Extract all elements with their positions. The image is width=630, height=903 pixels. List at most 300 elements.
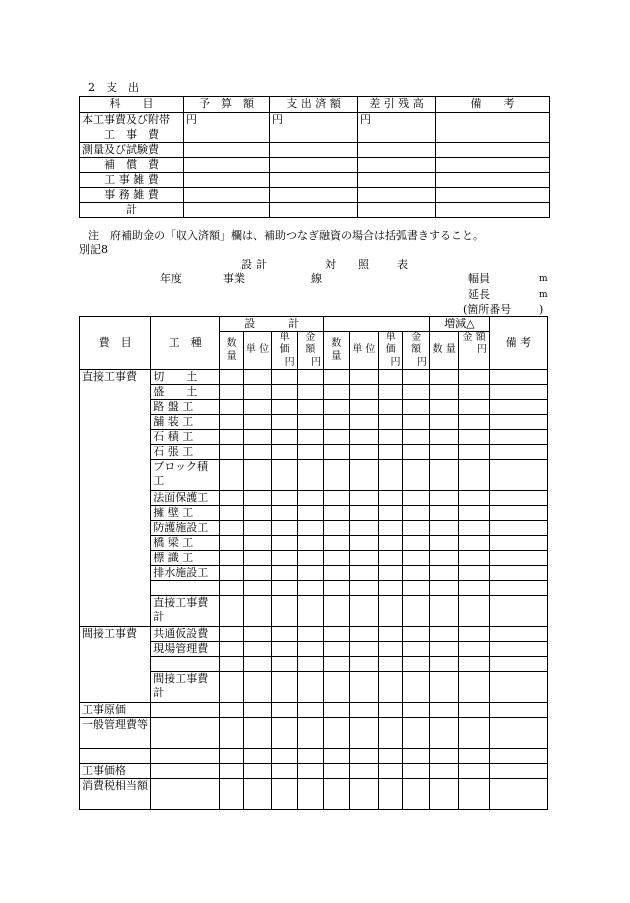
row-label: 事 務 雑 費: [80, 188, 184, 203]
value-cell: [459, 642, 490, 657]
title-char-4: 照: [358, 258, 369, 271]
value-cell: [489, 779, 547, 810]
cost-item-cell: [80, 415, 151, 430]
value-cell: [324, 460, 349, 491]
value-cell: [403, 642, 429, 657]
width-label: 幅員: [468, 272, 490, 285]
value-cell: [220, 385, 243, 400]
cost-item-cell: [80, 536, 151, 551]
header-subject: 科 目: [80, 97, 184, 113]
value-cell: [489, 551, 547, 566]
value-cell: [379, 445, 403, 460]
value-cell: [272, 749, 297, 764]
value-cell: [297, 749, 323, 764]
value-cell: [243, 672, 271, 703]
value-cell: [243, 370, 271, 385]
value-cell: [429, 551, 459, 566]
value-cell: [429, 521, 459, 536]
header-remarks: 備 考: [436, 97, 550, 113]
remarks-cell: [436, 173, 550, 188]
title-char-2: 計: [256, 258, 267, 271]
value-cell: [220, 521, 243, 536]
value-cell: [243, 657, 271, 672]
value-cell: [459, 460, 490, 491]
value-cell: [459, 430, 490, 445]
cost-item-cell: 間接工事費: [80, 627, 151, 642]
value-cell: [379, 581, 403, 596]
value-cell: [243, 596, 271, 627]
value-cell: [243, 491, 271, 506]
value-cell: [459, 536, 490, 551]
value-cell: [297, 779, 323, 810]
work-type-cell: 共通仮設費: [151, 627, 220, 642]
value-cell: [429, 491, 459, 506]
value-cell: [349, 551, 379, 566]
value-cell: [272, 385, 297, 400]
value-cell: [459, 596, 490, 627]
remarks-cell: [436, 113, 550, 128]
value-cell: [220, 672, 243, 703]
value-cell: [489, 627, 547, 642]
value-cell: [324, 764, 349, 779]
value-cell: [272, 506, 297, 521]
table-row: [80, 370, 548, 385]
value-cell: [379, 596, 403, 627]
value-cell: [489, 385, 547, 400]
value-cell: [272, 779, 297, 810]
value-cell: [243, 445, 271, 460]
value-cell: [220, 370, 243, 385]
work-type-cell: 排水施設工: [151, 566, 220, 581]
value-cell: [489, 718, 547, 749]
header-amount: [297, 331, 323, 370]
value-cell: [243, 415, 271, 430]
header-budget: 予 算 額: [184, 97, 270, 113]
yen-label: 円: [311, 356, 322, 368]
table-row: [80, 551, 548, 566]
header-work-type: 工 種: [151, 317, 220, 370]
value-cell: [272, 581, 297, 596]
spent-cell: [270, 188, 358, 203]
cost-item-cell: 直接工事費: [80, 370, 151, 385]
work-type-cell: [151, 779, 220, 810]
value-cell: [297, 521, 323, 536]
value-cell: [429, 596, 459, 627]
value-cell: [220, 460, 243, 491]
value-cell: [297, 627, 323, 642]
value-cell: [349, 385, 379, 400]
location-label: (箇所番号: [463, 303, 512, 316]
value-cell: [324, 521, 349, 536]
value-cell: [297, 506, 323, 521]
value-cell: [379, 385, 403, 400]
value-cell: [220, 491, 243, 506]
cost-item-cell: [80, 672, 151, 703]
work-type-cell: 標 識 工: [151, 551, 220, 566]
table-row: [80, 536, 548, 551]
value-cell: [379, 749, 403, 764]
value-cell: [272, 551, 297, 566]
value-cell: [459, 551, 490, 566]
value-cell: [403, 491, 429, 506]
value-cell: [489, 460, 547, 491]
table-row: [80, 385, 548, 400]
spent-cell: [270, 143, 358, 158]
header-qty: 数 量: [220, 331, 243, 370]
value-cell: [272, 430, 297, 445]
value-cell: [324, 445, 349, 460]
header-design-group: 設 計: [220, 317, 324, 332]
cost-item-cell: [80, 445, 151, 460]
value-cell: [379, 370, 403, 385]
value-cell: [459, 657, 490, 672]
value-cell: [403, 672, 429, 703]
work-type-cell: [151, 749, 220, 764]
budget-cell: [184, 203, 270, 218]
table-row: [80, 415, 548, 430]
comparison-header-row-1: [80, 317, 548, 332]
value-cell: [429, 642, 459, 657]
value-cell: [324, 627, 349, 642]
value-cell: [243, 400, 271, 415]
value-cell: [489, 703, 547, 718]
work-type-cell: 舗 装 工: [151, 415, 220, 430]
value-cell: [324, 370, 349, 385]
value-cell: [489, 400, 547, 415]
value-cell: [243, 506, 271, 521]
cost-item-cell: [80, 566, 151, 581]
header-unit-price: [272, 331, 297, 370]
cost-item-cell: [80, 521, 151, 536]
value-cell: [459, 749, 490, 764]
value-cell: [379, 460, 403, 491]
table-row: [80, 173, 550, 188]
value-cell: [243, 521, 271, 536]
value-cell: [489, 445, 547, 460]
value-cell: [489, 521, 547, 536]
value-cell: [272, 460, 297, 491]
work-type-cell: 切 土: [151, 370, 220, 385]
table-row: [80, 158, 550, 173]
value-cell: [272, 672, 297, 703]
spent-cell: [270, 158, 358, 173]
value-cell: [403, 551, 429, 566]
value-cell: [220, 430, 243, 445]
total-label: 計: [80, 203, 184, 218]
value-cell: [459, 415, 490, 430]
value-cell: [349, 445, 379, 460]
value-cell: [272, 536, 297, 551]
value-cell: [220, 551, 243, 566]
value-cell: [459, 370, 490, 385]
value-cell: [489, 596, 547, 627]
header-unit-price-2: [379, 331, 403, 370]
budget-cell: 円: [184, 113, 270, 128]
line-label: 線: [311, 272, 322, 285]
value-cell: [489, 370, 547, 385]
amount-label: 金 額: [305, 331, 316, 356]
value-cell: [243, 536, 271, 551]
value-cell: [459, 400, 490, 415]
value-cell: [489, 536, 547, 551]
value-cell: [379, 506, 403, 521]
value-cell: [379, 536, 403, 551]
value-cell: [324, 385, 349, 400]
header-spent: 支 出 済 額: [270, 97, 358, 113]
value-cell: [403, 749, 429, 764]
value-cell: [349, 657, 379, 672]
note-text: 注 府補助金の「収入済額」欄は、補助つなぎ融資の場合は括弧書きすること。: [88, 229, 484, 242]
value-cell: [403, 581, 429, 596]
comparison-table: [79, 316, 548, 810]
table-row: [80, 400, 548, 415]
value-cell: [429, 657, 459, 672]
cost-item-cell: [80, 430, 151, 445]
work-type-cell: 橋 梁 工: [151, 536, 220, 551]
cost-item-cell: [80, 642, 151, 657]
value-cell: [272, 718, 297, 749]
value-cell: [220, 506, 243, 521]
value-cell: [379, 779, 403, 810]
value-cell: [379, 551, 403, 566]
value-cell: [243, 460, 271, 491]
value-cell: [243, 749, 271, 764]
table-row: [80, 749, 548, 764]
value-cell: [297, 460, 323, 491]
value-cell: [220, 718, 243, 749]
value-cell: [403, 506, 429, 521]
value-cell: [429, 400, 459, 415]
value-cell: [243, 430, 271, 445]
value-cell: [272, 764, 297, 779]
budget-cell: [184, 158, 270, 173]
value-cell: [379, 642, 403, 657]
value-cell: [403, 521, 429, 536]
balance-cell: [358, 143, 436, 158]
value-cell: [243, 703, 271, 718]
value-cell: [403, 627, 429, 642]
balance-cell: [358, 158, 436, 173]
value-cell: [297, 370, 323, 385]
budget-cell: [184, 128, 270, 143]
value-cell: [220, 400, 243, 415]
value-cell: [220, 657, 243, 672]
work-type-cell: [151, 657, 220, 672]
expenditure-header-row: [80, 97, 550, 113]
work-type-cell: [151, 718, 220, 749]
value-cell: [272, 370, 297, 385]
value-cell: [429, 627, 459, 642]
work-type-cell: 路 盤 工: [151, 400, 220, 415]
header-balance: 差 引 残 高: [358, 97, 436, 113]
value-cell: [272, 566, 297, 581]
value-cell: [349, 749, 379, 764]
value-cell: [324, 536, 349, 551]
cost-item-cell: [80, 596, 151, 627]
table-row: [80, 113, 550, 128]
unit-price-label: 単 価: [385, 331, 396, 356]
value-cell: [272, 415, 297, 430]
row-label: 測量及び試験費: [80, 143, 184, 158]
value-cell: [459, 491, 490, 506]
table-row: [80, 581, 548, 596]
value-cell: [349, 642, 379, 657]
value-cell: [403, 596, 429, 627]
value-cell: [297, 657, 323, 672]
value-cell: [403, 430, 429, 445]
value-cell: [403, 764, 429, 779]
value-cell: [429, 703, 459, 718]
table-row: [80, 703, 548, 718]
value-cell: [429, 460, 459, 491]
table-row: [80, 566, 548, 581]
work-type-cell: 防護施設工: [151, 521, 220, 536]
spent-cell: [270, 128, 358, 143]
budget-cell: [184, 173, 270, 188]
value-cell: [297, 445, 323, 460]
value-cell: [324, 718, 349, 749]
title-char-5: 表: [397, 258, 408, 271]
value-cell: [297, 764, 323, 779]
header-qty-2: 数 量: [324, 331, 349, 370]
header-cost-item: 費 目: [80, 317, 151, 370]
value-cell: [220, 703, 243, 718]
value-cell: [403, 445, 429, 460]
value-cell: [297, 596, 323, 627]
value-cell: [459, 672, 490, 703]
value-cell: [324, 491, 349, 506]
value-cell: [429, 370, 459, 385]
value-cell: [429, 506, 459, 521]
table-row: [80, 764, 548, 779]
remarks-cell: [436, 188, 550, 203]
value-cell: [220, 779, 243, 810]
row-label: 補 償 費: [80, 158, 184, 173]
width-unit: m: [539, 274, 548, 284]
value-cell: [324, 581, 349, 596]
value-cell: [324, 506, 349, 521]
value-cell: [324, 779, 349, 810]
cost-item-cell: [80, 749, 151, 764]
value-cell: [379, 627, 403, 642]
value-cell: [379, 657, 403, 672]
cost-item-cell: [80, 400, 151, 415]
value-cell: [297, 566, 323, 581]
value-cell: [220, 596, 243, 627]
table-row: [80, 627, 548, 642]
table-row: [80, 779, 548, 810]
table-row: [80, 445, 548, 460]
table-row: [80, 506, 548, 521]
value-cell: [324, 551, 349, 566]
value-cell: [429, 415, 459, 430]
comparison-body: [80, 370, 548, 810]
balance-cell: 円: [358, 113, 436, 128]
value-cell: [459, 581, 490, 596]
remarks-cell: [436, 158, 550, 173]
work-type-cell: 直接工事費計: [151, 596, 220, 627]
table-row: [80, 596, 548, 627]
length-label: 延長: [468, 288, 490, 301]
row-label: 工 事 費: [80, 128, 184, 143]
value-cell: [243, 779, 271, 810]
header-amount-3: [459, 331, 490, 370]
value-cell: [324, 566, 349, 581]
spent-cell: [270, 173, 358, 188]
yen-label: 円: [476, 344, 487, 356]
value-cell: [297, 551, 323, 566]
work-type-cell: 盛 土: [151, 385, 220, 400]
table-row: [80, 657, 548, 672]
value-cell: [220, 749, 243, 764]
value-cell: [459, 566, 490, 581]
value-cell: [349, 718, 379, 749]
value-cell: [324, 415, 349, 430]
value-cell: [243, 627, 271, 642]
cost-item-cell: 工事価格: [80, 764, 151, 779]
value-cell: [459, 764, 490, 779]
value-cell: [379, 672, 403, 703]
remarks-cell: [436, 203, 550, 218]
value-cell: [349, 703, 379, 718]
value-cell: [379, 718, 403, 749]
value-cell: [429, 581, 459, 596]
cost-item-cell: 消費税相当額: [80, 779, 151, 810]
work-type-cell: [151, 764, 220, 779]
value-cell: [243, 581, 271, 596]
work-type-cell: [151, 703, 220, 718]
value-cell: [489, 672, 547, 703]
value-cell: [220, 536, 243, 551]
balance-cell: [358, 128, 436, 143]
value-cell: [349, 764, 379, 779]
value-cell: [349, 672, 379, 703]
table-row: [80, 642, 548, 657]
table-row: [80, 460, 548, 491]
value-cell: [429, 718, 459, 749]
value-cell: [324, 596, 349, 627]
value-cell: [379, 566, 403, 581]
value-cell: [403, 536, 429, 551]
value-cell: [324, 400, 349, 415]
value-cell: [297, 703, 323, 718]
value-cell: [489, 491, 547, 506]
value-cell: [489, 415, 547, 430]
value-cell: [324, 657, 349, 672]
location-close: ): [539, 303, 544, 316]
budget-cell: [184, 188, 270, 203]
value-cell: [220, 415, 243, 430]
header-empty-group: [324, 317, 430, 332]
value-cell: [459, 703, 490, 718]
value-cell: [297, 491, 323, 506]
value-cell: [489, 642, 547, 657]
work-type-cell: 間接工事費計: [151, 672, 220, 703]
table-row: [80, 128, 550, 143]
value-cell: [349, 596, 379, 627]
work-type-cell: 石 積 工: [151, 430, 220, 445]
value-cell: [489, 430, 547, 445]
spent-cell: 円: [270, 113, 358, 128]
value-cell: [272, 491, 297, 506]
table-row: [80, 203, 550, 218]
value-cell: [459, 385, 490, 400]
value-cell: [349, 460, 379, 491]
value-cell: [349, 506, 379, 521]
value-cell: [459, 718, 490, 749]
value-cell: [459, 521, 490, 536]
remarks-cell: [436, 128, 550, 143]
